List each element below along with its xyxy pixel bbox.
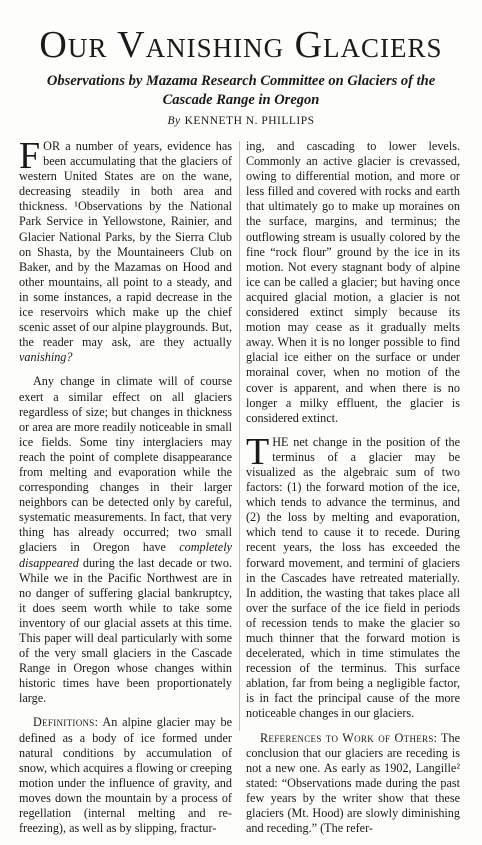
paragraph-references <box>246 731 460 837</box>
paragraph-text: An alpine glacier may be defined as a body of ice formed under natural conditions by accumulation of snow, which acquires a flowing or creeping motion under the influence of gravity, and moves down the mountain by a process of regellation (internal melting and re-freezing), as well as by slipping, fractur- <box>19 715 232 836</box>
byline-prefix: By <box>167 115 181 127</box>
section-heading: References to Work of Others: <box>260 730 438 745</box>
paragraph-text: The conclusion that our glaciers are receding is not a new one. As early as 1902, Langille² stated: “Observations made during the past few years by the writer show that these glaciers (Mt. Hood) are slowly diminishing and receding.” (The refer- <box>246 730 460 836</box>
paragraph-definitions <box>19 715 232 836</box>
right-column <box>246 139 460 845</box>
paragraph-intro <box>19 135 232 365</box>
paragraph-text: OR a number of years, evidence has been accumulating that the glaciers of western United States are on the wane, decreasing steadily in both area and thickness. ¹Observations by the National Park Service in Yellowstone, Rainier, and Glacier National Parks, by the Sierra Club on Shasta, by the Mountaineers Club on Baker, and by the Mazamas on Hood and other mountains, all point to a steady, and in some instances, a rapid decrease in the ice reservoirs which make up the chief scenic asset of our alpine playgrounds. But, the reader may ask, are they actually <box>19 139 232 350</box>
author-name: KENNETH N. PHILLIPS <box>184 115 315 127</box>
paragraph-text: HE net change in the position of the terminus of a glacier may be visualized as the algebraic sum of two factors: (1) the forward motion of the ice, which tends to advance the terminus, and (2) the loss by melting and evaporation, which tend to cause it to recede. During recent years, the loss has exceeded the forward movement, and termini of glaciers in the Cascades have retreated materially. In addition, the wasting that takes place all over the surface of the ice field in periods of recession tends to make the glacier so much thinner that the forward motion is decelerated, which in time stimulates the recession of the terminus. This surface ablation, far from being a negligible factor, is in fact the principal cause of the more noticeable changes in our glaciers. <box>246 434 460 721</box>
emphasis-text: vanishing? <box>19 350 73 365</box>
byline <box>0 115 482 127</box>
column-divider <box>239 141 240 731</box>
emphasis-text: completely disappeared <box>19 540 232 570</box>
article-title: Our Vanishing Glaciers <box>39 24 443 66</box>
paragraph-continued: ing, and cascading to lower levels. Commonly an active glacier is crevassed, owing to differential motion, and more or less filled and covered with rocks and earth that ultimately go to make up moraines on the surface, margins, and terminus; the outflowing stream is usually colored by the fine “rock flour” ground by the ice in its motion. Not every stagnant body of alpine ice can be called a glacier; but having once acquired glacial motion, a glacier is not considered extinct simply because its motion may cease as it gradually melts away. When it is no longer possible to find glacial ice either on the surface or under morainal cover, when no motion of the cover is apparent, and when there is no longer a milky effluent, the glacier is considered extinct. <box>246 139 460 425</box>
paragraph-climate <box>19 374 232 706</box>
article-subtitle: Observations by Mazama Research Committee on Glaciers of the Cascade Range in Oregon <box>46 73 436 108</box>
paragraph-text: Any change in climate will of course exert a similar effect on all glaciers regardless of size; but changes in thickness or area are more readily noticeable in small ice fields. Some tiny interglaciers may reach the point of complete disappearance from melting and evaporation while the corresponding changes in their larger neighbors can be detected only by careful, systematic measurements. In fact, that very thing has already occurred; two small glaciers in Oregon have <box>19 374 232 555</box>
paragraph-net-change <box>246 430 460 722</box>
drop-cap: F <box>19 135 41 177</box>
drop-cap: T <box>246 430 270 473</box>
left-column <box>19 135 232 845</box>
paragraph-text: during the last decade or two. While we in the Pacific Northwest are in no danger of suffering glacial bankruptcy, it does seem worth while to take some inventory of our glacial assets at this time. This paper will deal particularly with some of the very small glaciers in the Cascade Range in Oregon whose changes within historic times have been proportionately large. <box>19 555 232 706</box>
section-heading: Definitions: <box>33 715 99 730</box>
